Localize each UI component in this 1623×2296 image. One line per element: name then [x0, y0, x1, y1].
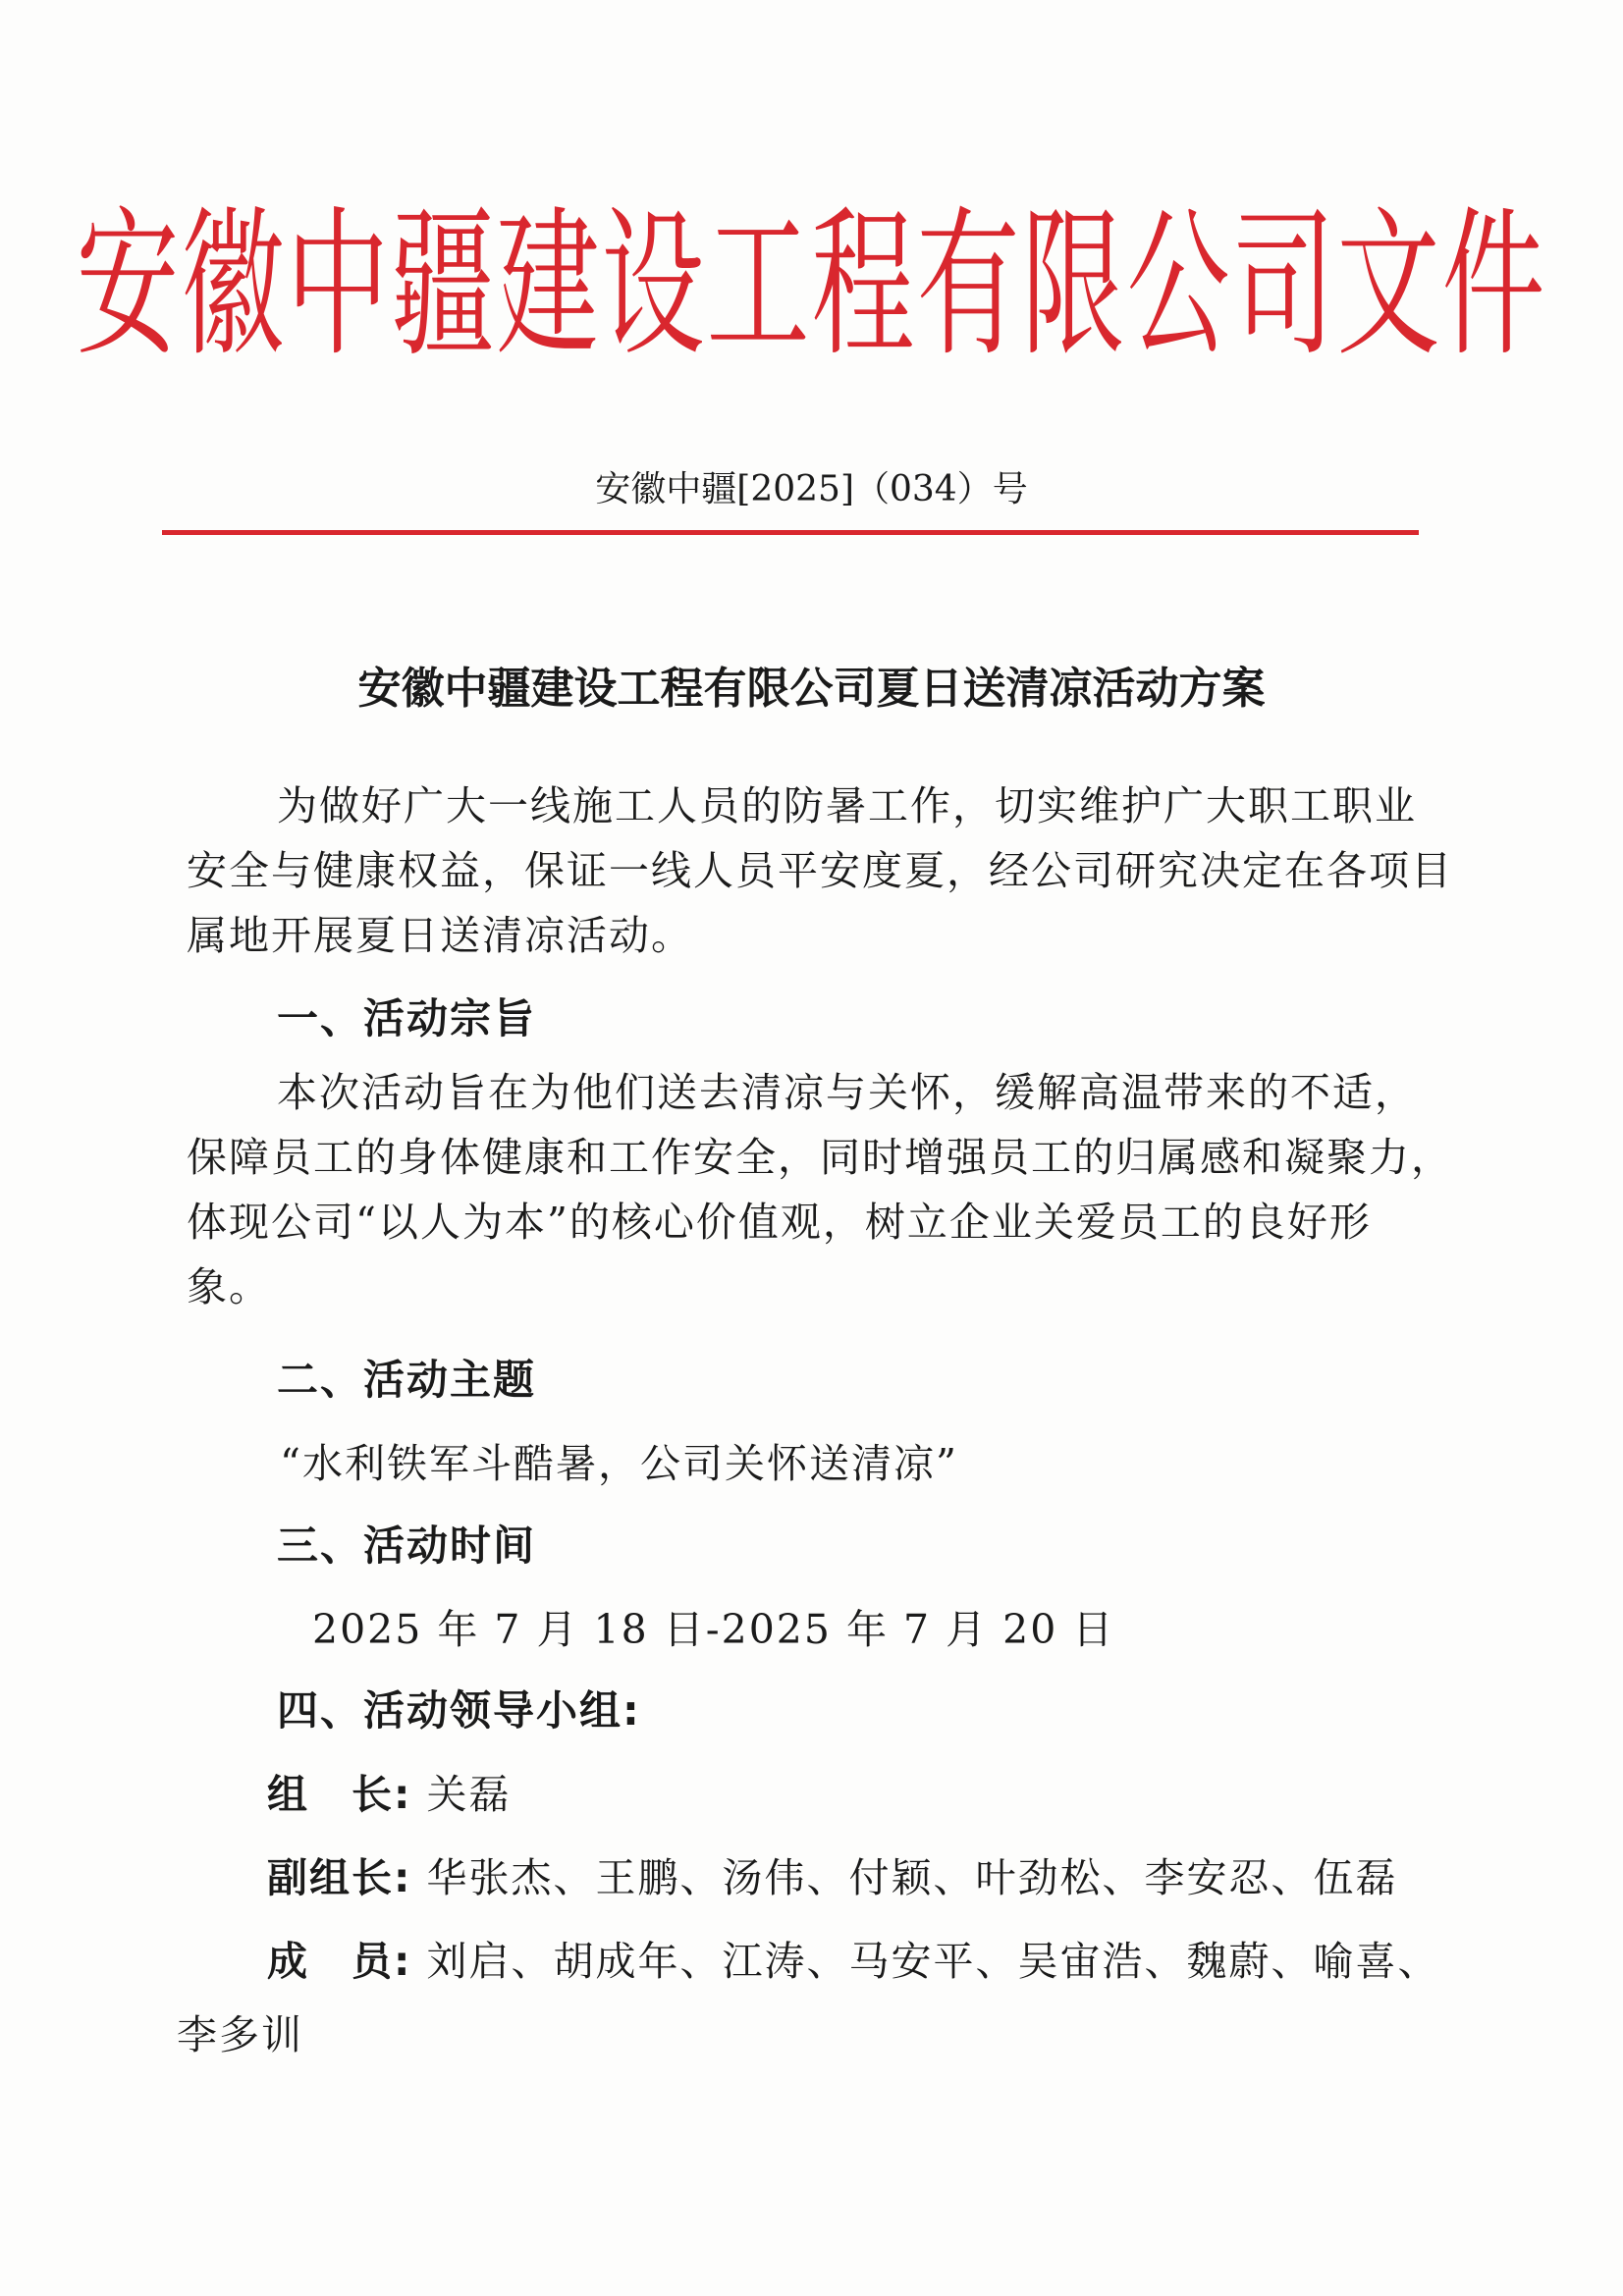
section2-theme: “水利铁军斗酷暑，公司关怀送清凉” [280, 1440, 958, 1487]
intro-paragraph: 为做好广大一线施工人员的防暑工作，切实维护广大职工职业安全与健康权益，保证一线人员平安度夏，经公司研究决定在各项目属地开展夏日送清凉活动。 [187, 782, 1453, 959]
member-names-line2: 李多训 [177, 2011, 303, 2058]
section4-heading: 四、活动领导小组: [277, 1686, 641, 1735]
deputy-names: 华张杰、王鹏、汤伟、付颖、叶劲松、李安忍、伍磊 [426, 1854, 1398, 1901]
section2-heading: 二、活动主题 [277, 1356, 537, 1404]
document-title: 安徽中疆建设工程有限公司夏日送清凉活动方案 [357, 664, 1266, 714]
section1-heading: 一、活动宗旨 [277, 994, 537, 1042]
section3-date-range: 2025 年 7 月 18 日-2025 年 7 月 20 日 [312, 1606, 1115, 1653]
member-row [267, 1929, 1439, 1987]
leader-name: 关磊 [426, 1771, 512, 1818]
section1-body: 本次活动旨在为他们送去清凉与关怀，缓解高温带来的不适，保障员工的身体健康和工作安全，同时增强员工的归属感和凝聚力，体现公司“以人为本”的核心价值观，树立企业关爱员工的良好形象。 [187, 1069, 1453, 1310]
document-header-title: 安徽中疆建设工程有限公司文件 [76, 192, 1547, 379]
member-names-line1: 刘启、胡成年、江涛、马安平、吴宙浩、魏蔚、喻喜、 [426, 1938, 1440, 1985]
deputy-row [267, 1845, 1397, 1903]
deputy-label: 副组长: [267, 1854, 412, 1901]
red-divider-line [162, 530, 1419, 535]
leader-label: 组 长: [267, 1771, 412, 1818]
document-number: 安徽中疆[2025]（034）号 [595, 469, 1028, 509]
member-label: 成 员: [267, 1938, 412, 1985]
leader-row [267, 1762, 511, 1820]
section3-heading: 三、活动时间 [277, 1522, 537, 1570]
